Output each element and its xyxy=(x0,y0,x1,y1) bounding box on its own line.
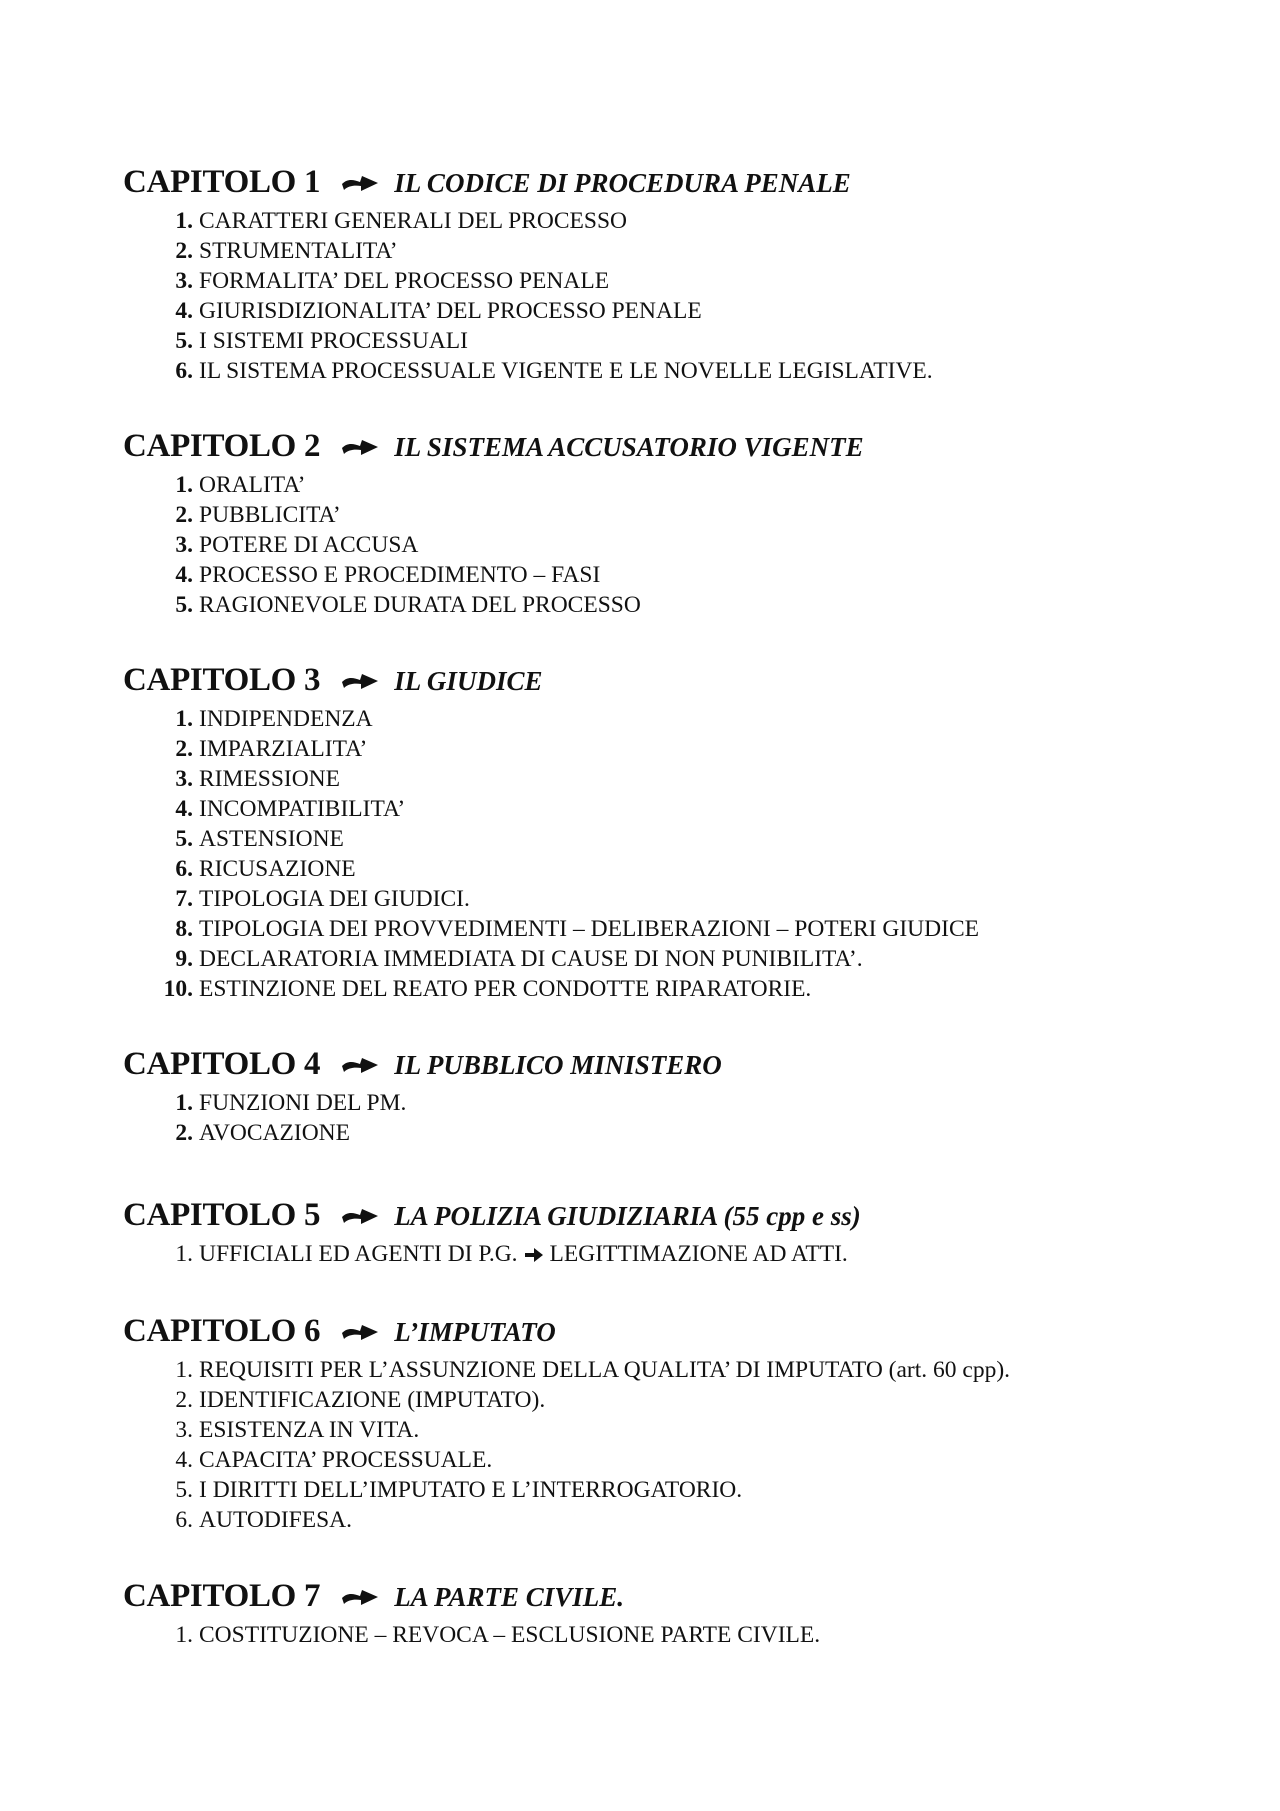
chapter-title: L’IMPUTATO xyxy=(394,1317,556,1347)
list-item xyxy=(123,206,1223,236)
right-arrow-icon xyxy=(340,1586,380,1608)
right-arrow-icon xyxy=(340,1054,380,1076)
list-item xyxy=(123,560,1223,590)
item-text: ESTINZIONE DEL REATO PER CONDOTTE RIPARATORIE. xyxy=(199,976,812,1002)
chapter-3 xyxy=(123,662,1223,1004)
list-item xyxy=(123,734,1223,764)
item-text: I DIRITTI DELL’IMPUTATO E L’INTERROGATORIO. xyxy=(199,1477,743,1503)
item-number: 3. xyxy=(175,532,193,558)
item-text: CAPACITA’ PROCESSUALE. xyxy=(199,1447,493,1473)
item-number: 1. xyxy=(175,1241,193,1267)
item-text: STRUMENTALITA’ xyxy=(199,238,398,264)
chapter-label: CAPITOLO 3 xyxy=(123,662,321,698)
item-number: 4. xyxy=(175,298,193,324)
item-text: IMPARZIALITA’ xyxy=(199,736,368,762)
right-arrow-icon xyxy=(340,436,380,458)
list-item xyxy=(123,1620,1223,1650)
item-text: FORMALITA’ DEL PROCESSO PENALE xyxy=(199,268,610,294)
item-text: RICUSAZIONE xyxy=(199,856,356,882)
item-text: POTERE DI ACCUSA xyxy=(199,532,419,558)
chapter-6 xyxy=(123,1313,1223,1535)
list-item xyxy=(123,704,1223,734)
item-number: 5. xyxy=(175,592,193,618)
item-text: IL SISTEMA PROCESSUALE VIGENTE E LE NOVELLE LEGISLATIVE. xyxy=(199,358,933,384)
item-number: 8. xyxy=(175,916,193,942)
item-text: REQUISITI PER L’ASSUNZIONE DELLA QUALITA’ DI IMPUTATO (art. 60 cpp). xyxy=(199,1357,1011,1383)
item-text: GIURISDIZIONALITA’ DEL PROCESSO PENALE xyxy=(199,298,702,324)
chapter-label: CAPITOLO 4 xyxy=(123,1046,321,1082)
list-item xyxy=(123,470,1223,500)
chapter-item-list xyxy=(123,1355,1223,1535)
item-text: ORALITA’ xyxy=(199,472,306,498)
item-text: FUNZIONI DEL PM. xyxy=(199,1090,407,1116)
item-number: 1. xyxy=(175,1357,193,1383)
chapter-heading xyxy=(123,1197,1223,1239)
list-item xyxy=(123,500,1223,530)
chapter-item-list xyxy=(123,1088,1223,1148)
list-item xyxy=(123,326,1223,356)
item-number: 1. xyxy=(175,1090,193,1116)
item-number: 3. xyxy=(175,766,193,792)
chapter-label: CAPITOLO 7 xyxy=(123,1578,321,1614)
list-item xyxy=(123,266,1223,296)
item-text: IDENTIFICAZIONE (IMPUTATO). xyxy=(199,1387,546,1413)
chapter-heading xyxy=(123,1046,1223,1088)
item-text: PROCESSO E PROCEDIMENTO – FASI xyxy=(199,562,601,588)
item-number: 1. xyxy=(175,1622,193,1648)
chapter-title: LA PARTE CIVILE. xyxy=(394,1582,624,1612)
chapter-label: CAPITOLO 6 xyxy=(123,1313,321,1349)
chapter-title: IL CODICE DI PROCEDURA PENALE xyxy=(394,168,851,198)
chapter-heading xyxy=(123,1313,1223,1355)
item-number: 2. xyxy=(175,736,193,762)
list-item xyxy=(123,1415,1223,1445)
list-item xyxy=(123,914,1223,944)
list-item xyxy=(123,356,1223,386)
list-item xyxy=(123,854,1223,884)
item-text-before: UFFICIALI ED AGENTI DI P.G. xyxy=(199,1241,518,1267)
chapter-title: IL SISTEMA ACCUSATORIO VIGENTE xyxy=(394,432,864,462)
list-item xyxy=(123,1505,1223,1535)
right-arrow-icon xyxy=(340,670,380,692)
chapter-label: CAPITOLO 2 xyxy=(123,428,321,464)
item-text: DECLARATORIA IMMEDIATA DI CAUSE DI NON PUNIBILITA’. xyxy=(199,946,863,972)
list-item xyxy=(123,530,1223,560)
item-text: PUBBLICITA’ xyxy=(199,502,341,528)
item-number: 4. xyxy=(175,1447,193,1473)
item-number: 1. xyxy=(175,706,193,732)
right-arrow-icon xyxy=(340,1205,380,1227)
list-item xyxy=(123,764,1223,794)
item-number: 3. xyxy=(175,268,193,294)
item-text: CARATTERI GENERALI DEL PROCESSO xyxy=(199,208,628,234)
item-number: 2. xyxy=(175,1120,193,1146)
chapter-item-list xyxy=(123,470,1223,620)
item-number: 10. xyxy=(163,976,193,1002)
chapter-item-list xyxy=(123,704,1223,1004)
chapter-heading xyxy=(123,164,1223,206)
list-item xyxy=(123,944,1223,974)
chapter-title: LA POLIZIA GIUDIZIARIA (55 cpp e ss) xyxy=(394,1201,861,1231)
item-number: 5. xyxy=(175,826,193,852)
list-item xyxy=(123,590,1223,620)
chapter-heading xyxy=(123,428,1223,470)
chapter-7 xyxy=(123,1578,1223,1650)
list-item xyxy=(123,1445,1223,1475)
item-number: 4. xyxy=(175,562,193,588)
item-number: 2. xyxy=(175,502,193,528)
item-text: AUTODIFESA. xyxy=(199,1507,352,1533)
item-text: I SISTEMI PROCESSUALI xyxy=(199,328,468,354)
list-item xyxy=(123,1088,1223,1118)
list-item xyxy=(123,824,1223,854)
list-item xyxy=(123,296,1223,326)
list-item xyxy=(123,884,1223,914)
item-text-after: LEGITTIMAZIONE AD ATTI. xyxy=(549,1241,848,1267)
right-arrow-icon xyxy=(340,172,380,194)
chapter-label: CAPITOLO 5 xyxy=(123,1197,321,1233)
item-number: 1. xyxy=(175,472,193,498)
item-number: 5. xyxy=(175,328,193,354)
item-number: 6. xyxy=(175,856,193,882)
item-text: TIPOLOGIA DEI PROVVEDIMENTI – DELIBERAZIONI – POTERI GIUDICE xyxy=(199,916,979,942)
item-number: 7. xyxy=(175,886,193,912)
item-number: 9. xyxy=(175,946,193,972)
item-number: 4. xyxy=(175,796,193,822)
bold-right-arrow-icon xyxy=(524,1247,544,1263)
chapter-5 xyxy=(123,1197,1223,1269)
item-number: 1. xyxy=(175,208,193,234)
item-text: ESISTENZA IN VITA. xyxy=(199,1417,420,1443)
item-number: 6. xyxy=(175,358,193,384)
item-text: INDIPENDENZA xyxy=(199,706,373,732)
list-item xyxy=(123,1385,1223,1415)
item-number: 6. xyxy=(175,1507,193,1533)
item-text xyxy=(199,1239,848,1269)
chapter-heading xyxy=(123,662,1223,704)
item-text: TIPOLOGIA DEI GIUDICI. xyxy=(199,886,470,912)
chapter-title: IL GIUDICE xyxy=(394,666,543,696)
item-number: 3. xyxy=(175,1417,193,1443)
right-arrow-icon xyxy=(340,1321,380,1343)
chapter-item-list xyxy=(123,1620,1223,1650)
item-number: 5. xyxy=(175,1477,193,1503)
item-number: 2. xyxy=(175,238,193,264)
list-item xyxy=(123,974,1223,1004)
item-text: ASTENSIONE xyxy=(199,826,344,852)
item-text: COSTITUZIONE – REVOCA – ESCLUSIONE PARTE CIVILE. xyxy=(199,1622,821,1648)
chapter-label: CAPITOLO 1 xyxy=(123,164,321,200)
list-item xyxy=(123,236,1223,266)
list-item xyxy=(123,1355,1223,1385)
chapter-4 xyxy=(123,1046,1223,1148)
chapter-2 xyxy=(123,428,1223,620)
chapter-title: IL PUBBLICO MINISTERO xyxy=(394,1050,722,1080)
list-item xyxy=(123,794,1223,824)
list-item xyxy=(123,1118,1223,1148)
chapter-heading xyxy=(123,1578,1223,1620)
item-number: 2. xyxy=(175,1387,193,1413)
list-item xyxy=(123,1475,1223,1505)
chapter-item-list xyxy=(123,206,1223,386)
item-text: RIMESSIONE xyxy=(199,766,341,792)
chapter-1 xyxy=(123,164,1223,386)
item-text: RAGIONEVOLE DURATA DEL PROCESSO xyxy=(199,592,641,618)
item-text: INCOMPATIBILITA’ xyxy=(199,796,406,822)
item-text: AVOCAZIONE xyxy=(199,1120,351,1146)
list-item xyxy=(123,1239,1223,1269)
chapter-item-list xyxy=(123,1239,1223,1269)
